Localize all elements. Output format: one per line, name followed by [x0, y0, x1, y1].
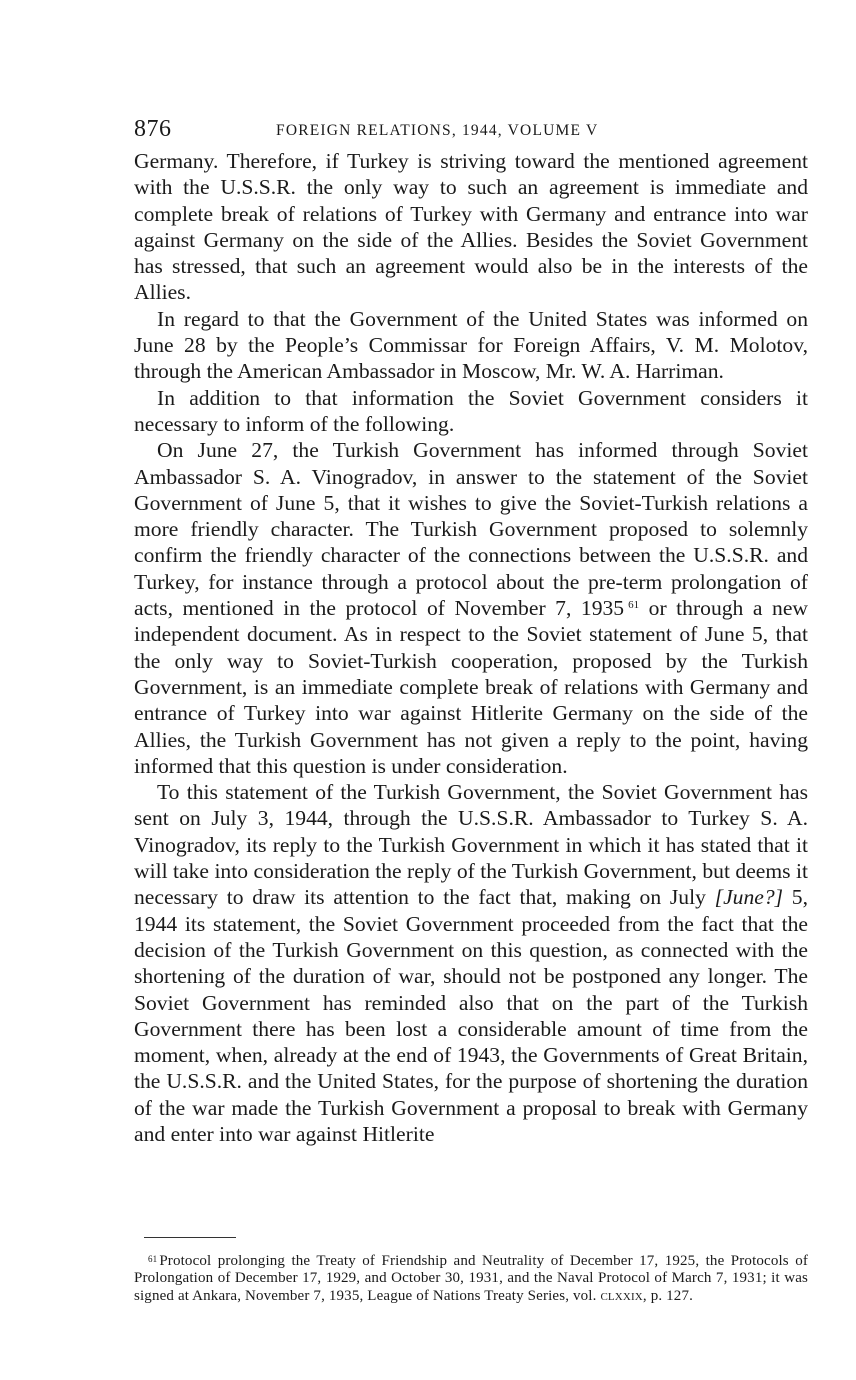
- editorial-note: [June?]: [714, 885, 784, 910]
- running-head: [134, 112, 808, 148]
- paragraph-text: On June 27, the Turkish Government has informed through Soviet Ambassador S. A. Vinogradov, in answer to the statement of the Soviet Government of June 5, that it wishes to give the Soviet-Turkish relations a more friendly character. The Turkish Government proposed to solemnly confirm the friendly character of the connections between the U.S.S.R. and Turkey, for instance through a protocol about the pre-term prolongation of acts, mentioned in the protocol of November 7, 1935: [134, 438, 808, 621]
- footnote-reference: 61: [628, 599, 640, 612]
- footnote-mark: 61: [148, 1254, 158, 1264]
- paragraph: [134, 779, 808, 1147]
- paragraph-text: To this statement of the Turkish Government, the Soviet Government has sent on July 3, 1944, through the U.S.S.R. Ambassador to Turkey S. A. Vinogradov, its reply to the Turkish Government in which it has stated that it will take into consideration the reply of the Turkish Government, but deems it necessary to draw its attention to the fact that, making on July: [134, 780, 808, 910]
- paragraph: In regard to that the Government of the United States was informed on June 28 by the People’s Commissar for Foreign Affairs, V. M. Molotov, through the American Ambassador in Moscow, Mr. W. A. Harriman.: [134, 306, 808, 384]
- body-text: [134, 148, 808, 1147]
- footnote-text: Protocol prolonging the Treaty of Friendship and Neutrality of December 17, 1925, the Protocols of Prolongation of December 17, 1929, and October 30, 1931, and the Naval Protocol of March 7, 1931; it was signed at Ankara, November 7, 1935, League of Nations Treaty Series, vol.: [134, 1253, 808, 1304]
- document-page: [134, 112, 808, 1147]
- paragraph: In addition to that information the Soviet Government considers it necessary to inform of the following.: [134, 385, 808, 436]
- footnote-text: , p. 127.: [642, 1287, 693, 1304]
- paragraph-continued: Germany. Therefore, if Turkey is striving toward the mentioned agreement with the U.S.S.R. the only way to such an agreement is immediate and complete break of relations of Turkey with Germany and entrance into war against Germany on the side of the Allies. Besides the Soviet Government has stressed, that such an agreement would also be in the interests of the Allies.: [134, 149, 808, 305]
- footnote: [134, 1253, 808, 1305]
- footnotes: [134, 1253, 808, 1305]
- page-number: 876: [134, 116, 172, 142]
- footnote-divider: [144, 1237, 236, 1238]
- paragraph: [134, 437, 808, 779]
- running-title: FOREIGN RELATIONS, 1944, VOLUME V: [276, 122, 599, 139]
- footnote-volume: clxxix: [600, 1287, 643, 1304]
- paragraph-text: 5, 1944 its statement, the Soviet Government proceeded from the fact that the decision of the Turkish Government on this question, as connected with the shortening of the duration of war, should not be postponed any longer. The Soviet Government has reminded also that on the part of the Turkish Government there has been lost a considerable amount of time from the moment, when, already at the end of 1943, the Governments of Great Britain, the U.S.S.R. and the United States, for the purpose of shortening the duration of the war made the Turkish Government a proposal to break with Germany and enter into war against Hitlerite: [134, 885, 809, 1146]
- paragraph-text: or through a new independent document. As in respect to the Soviet statement of June 5, that the only way to Soviet-Turkish cooperation, proposed by the Turkish Government, is an immediate complete break of relations with Germany and entrance of Turkey into war against Hitlerite Germany on the side of the Allies, the Turkish Government has not given a reply to the point, having informed that this question is under consideration.: [134, 596, 808, 778]
